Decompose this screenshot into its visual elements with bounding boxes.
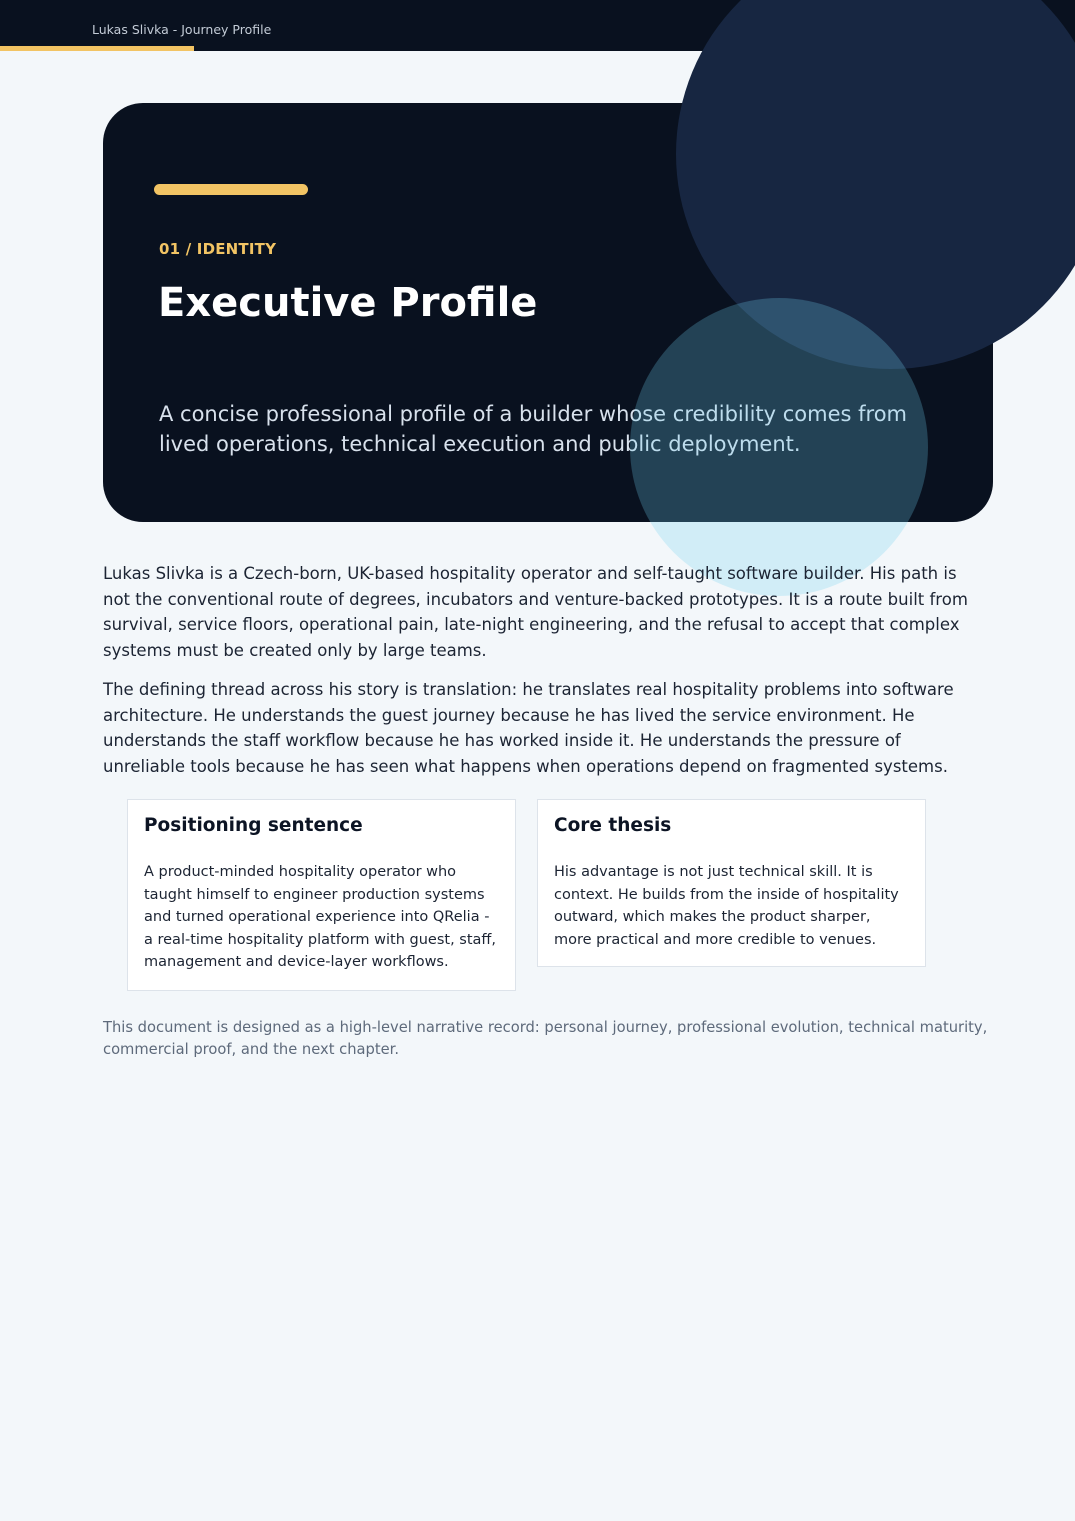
body-paragraph: Lukas Slivka is a Czech-born, UK-based hospitality operator and self-taught software builder. His path is not the conventional route of degrees, incubators and venture-backed prototypes. It is a route built from survival, service floors, operational pain, late-night engineering, and the refusal to accept that complex systems must be created only by large teams. [103,564,968,661]
hero-accent-bar [154,184,308,195]
core-thesis-card [537,799,926,967]
card-text: A product-minded hospitality operator who taught himself to engineer production systems and turned operational experience into QRelia - a real-time hospitality platform with guest, staff, management and device-layer workflows. [144,864,497,970]
page-title: Executive Profile [158,280,538,326]
document-header-title: Lukas Slivka - Journey Profile [92,22,272,37]
card-heading: Core thesis [554,815,672,836]
card-heading: Positioning sentence [144,815,363,836]
header-accent-stripe [0,46,194,51]
hero-subtitle: A concise professional profile of a builder whose credibility comes from lived operations, technical execution and public deployment. [159,402,908,456]
positioning-card [127,799,516,991]
card-text: His advantage is not just technical skill. It is context. He builds from the inside of hospitality outward, which makes the product sharper, more practical and more credible to venues. [554,864,899,948]
footnote: This document is designed as a high-level narrative record: personal journey, professional evolution, technical maturity, commercial proof, and the next chapter. [103,1019,988,1058]
decorative-circle-small [630,298,928,596]
section-eyebrow: 01 / IDENTITY [159,240,277,258]
body-paragraph: The defining thread across his story is translation: he translates real hospitality problems into software architecture. He understands the guest journey because he has lived the service environment. He understands the staff workflow because he has worked inside it. He understands the pressure of unreliable tools because he has seen what happens when operations depend on fragmented systems. [103,680,954,777]
